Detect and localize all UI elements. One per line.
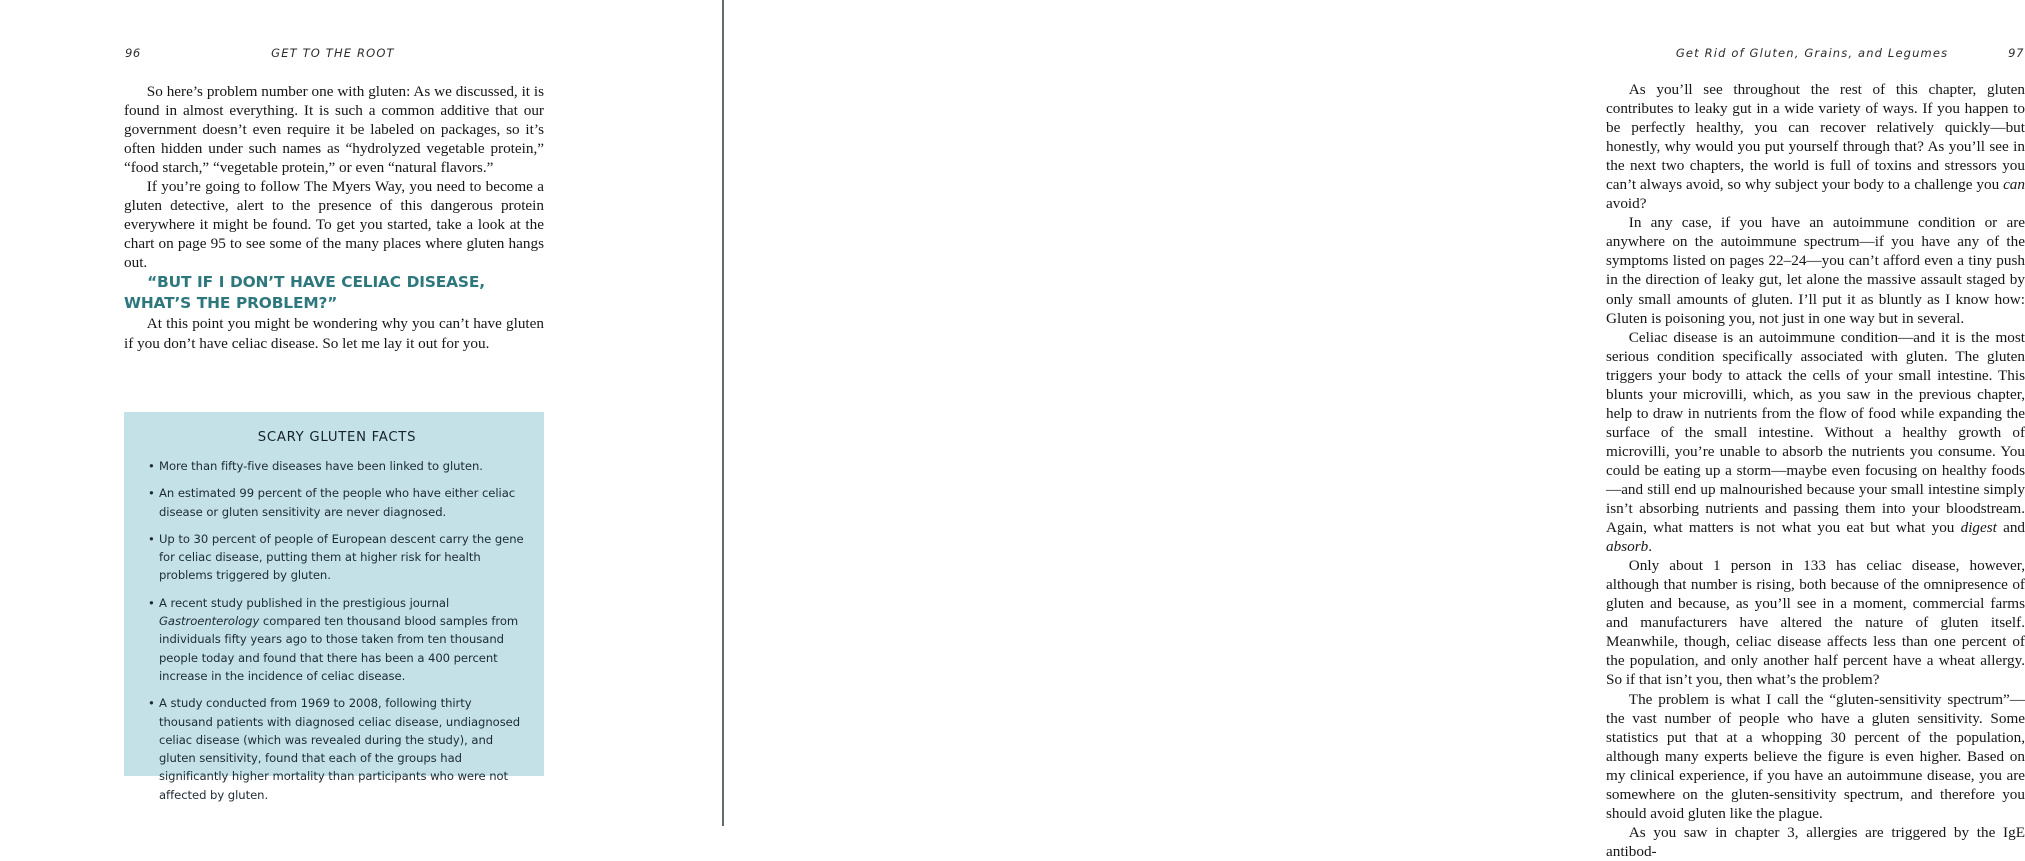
bullet-icon: • [148, 595, 155, 610]
italic-run: digest [1960, 519, 1997, 537]
paragraph: At this point you might be wondering why you can’t have gluten if you don’t have celiac disease. So let me lay it out for you. [124, 315, 544, 352]
callout-item-text: More than fifty-five diseases have been linked to gluten. [159, 459, 483, 473]
callout-item-text: A recent study published in the prestigious journal Gastroenterology compared ten thousand blood samples from individuals fifty years ago to those taken from ten thousand people today and found that there has been a 400 percent increase in the incidence of celiac disease. [159, 595, 519, 683]
left-running-head [125, 46, 543, 64]
right-body-text [1606, 80, 2025, 861]
left-page [0, 0, 722, 826]
paragraph: As you’ll see throughout the rest of this chapter, gluten contributes to leaky gut in a wide variety of ways. If you happen to be perfectly healthy, you can recover relatively quickly—but honestly, why would you put yourself through that? As you’ll see in the next two chapters, the world is full of toxins and stressors you can’t always avoid, so why subject your body to a challenge you can avoid? [1606, 81, 2025, 213]
callout-item-text: Up to 30 percent of people of European descent carry the gene for celiac disease, putting them at higher risk for health problems triggered by gluten. [159, 531, 524, 583]
callout-list-item [148, 694, 526, 804]
left-running-title: GET TO THE ROOT [271, 46, 395, 60]
bullet-icon: • [148, 696, 155, 711]
left-body-text [124, 82, 544, 353]
right-running-head [1606, 46, 2024, 64]
italic-run: Gastroenterology [159, 614, 260, 629]
callout-item-text: An estimated 99 percent of the people who have either celiac disease or gluten sensitivity are never diagnosed. [159, 486, 516, 519]
bullet-icon: • [148, 459, 155, 473]
paragraph: As you saw in chapter 3, allergies are triggered by the IgE antibod- [1606, 823, 2025, 860]
bullet-icon: • [148, 486, 155, 501]
right-page-folio: 97 [2008, 46, 2024, 60]
callout-title: SCARY GLUTEN FACTS [257, 430, 417, 445]
callout-bullet-list [148, 457, 526, 804]
paragraph: The problem is what I call the “gluten-sensitivity spectrum”—the vast number of people who have a gluten sensitivity. Some statistics put that at a whopping 30 percent of the population, although many experts believe the figure is even higher. Based on my clinical experience, if you have an autoimmune disease, you are somewhere on the gluten-sensitivity spectrum, and therefore you should avoid gluten like the plague. [1606, 690, 2025, 822]
callout-list-item [148, 530, 526, 585]
italic-run: can [2003, 176, 2025, 194]
callout-list-item [148, 457, 526, 475]
left-page-folio: 96 [125, 46, 141, 60]
scary-gluten-facts-callout [124, 412, 544, 802]
section-heading: “BUT IF I DON’T HAVE CELIAC DISEASE, WHAT’S THE PROBLEM?” [124, 273, 485, 313]
italic-run: absorb [1606, 538, 1649, 556]
paragraph: Only about 1 person in 133 has celiac disease, however, although that number is rising, both because of the omnipresence of gluten and because, as you’ll see in a moment, commercial farms and manufacturers have altered the nature of gluten itself. Meanwhile, though, celiac disease affects less than one percent of the population, and only another half percent have a wheat allergy. So if that isn’t you, then what’s the problem? [1606, 557, 2025, 689]
right-page [722, 0, 2025, 860]
right-running-title: Get Rid of Gluten, Grains, and Legumes [1675, 46, 1949, 60]
paragraph: In any case, if you have an autoimmune condition or are anywhere on the autoimmune spectrum—if you have any of the symptoms listed on pages 22–24—you can’t afford even a tiny push in the direction of leaky gut, let alone the massive assault staged by only small amounts of gluten. I’ll put it as bluntly as I know how: Gluten is poisoning you, not just in one way but in several. [1606, 214, 2025, 327]
paragraph: If you’re going to follow The Myers Way, you need to become a gluten detective, alert to the presence of this dangerous protein everywhere it might be found. To get you started, take a look at the chart on page 95 to see some of the many places where gluten hangs out. [124, 178, 544, 272]
callout-list-item [148, 594, 526, 685]
bullet-icon: • [148, 531, 155, 546]
callout-item-text: A study conducted from 1969 to 2008, following thirty thousand patients with diagnosed celiac disease, undiagnosed celiac disease (which was revealed during the study), and gluten sensitivity, found that each of the groups had significantly higher mortality than participants who were not affected by gluten. [159, 696, 521, 802]
paragraph: Celiac disease is an autoimmune condition—and it is the most serious condition specifically associated with gluten. The gluten triggers your body to attack the cells of your small intestine. This blunts your microvilli, which, as you saw in the previous chapter, help to draw in nutrients from the flow of food while expanding the surface of the small intestine. Without a healthy growth of microvilli, you’re unable to absorb the nutrients you consume. You could be eating up a storm—maybe even focusing on healthy foods—and still end up malnourished because your small intestine simply isn’t absorbing nutrients and passing them into your bloodstream. Again, what matters is not what you eat but what you digest and absorb. [1606, 328, 2025, 556]
callout-list-item [148, 484, 526, 521]
paragraph: So here’s problem number one with gluten: As we discussed, it is found in almost everything. It is such a common additive that our government doesn’t even require it be labeled on packages, so it’s often hidden under such names as “hydrolyzed vegetable protein,” “food starch,” “vegetable protein,” or even “natural flavors.” [124, 83, 544, 177]
